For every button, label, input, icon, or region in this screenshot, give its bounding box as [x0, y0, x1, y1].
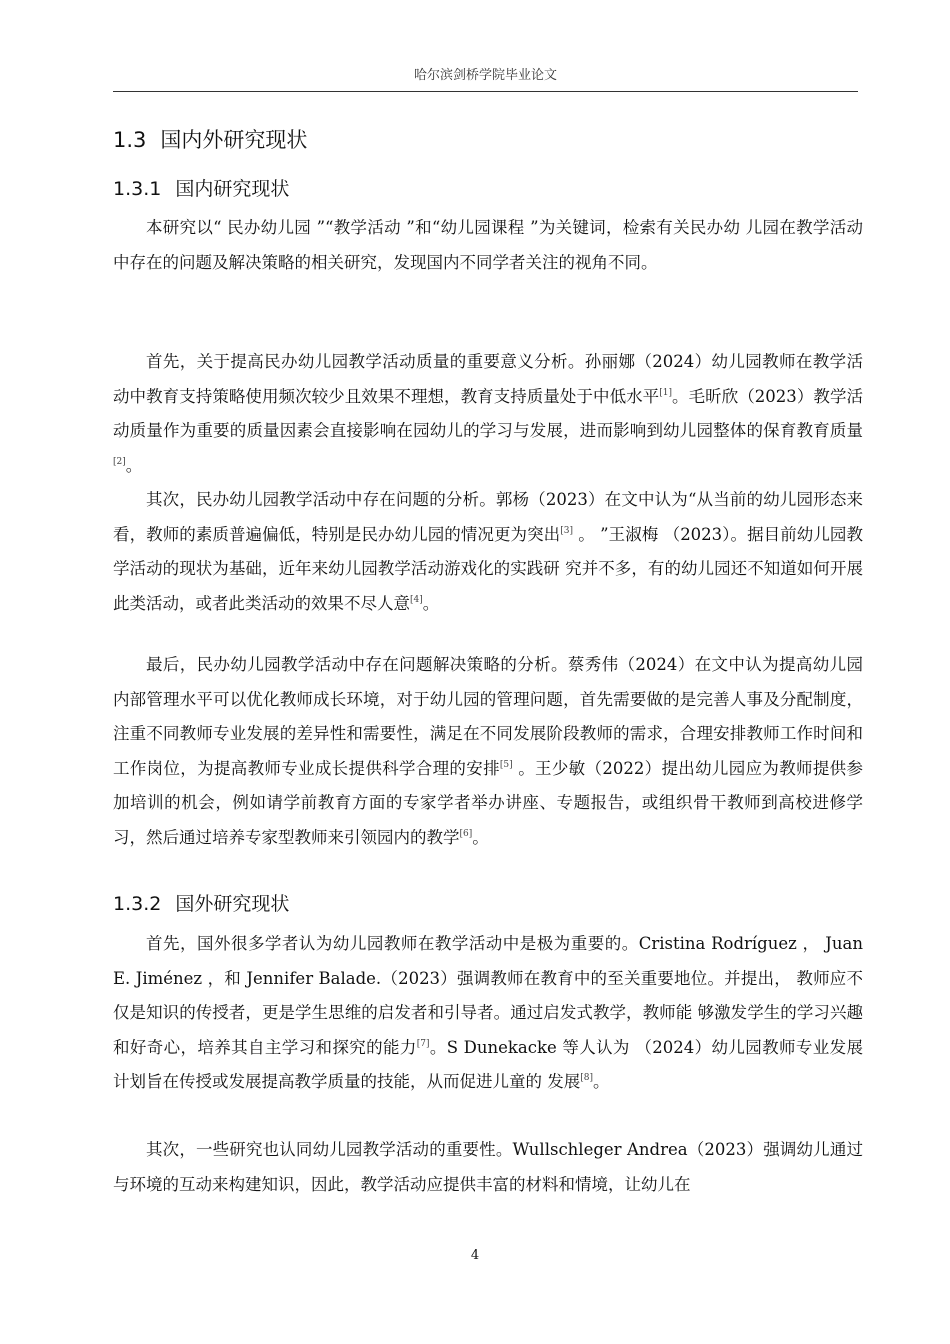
citation-ref: [5] — [499, 759, 513, 770]
subsection-heading-foreign — [113, 889, 289, 916]
paragraph-quality — [113, 345, 863, 483]
paragraph-text: 本研究以“ 民办幼儿园 ”“教学活动 ”和“幼儿园课程 ”为关键词，检索有关民办幼 儿园在教学活动中存在的问题及解决策略的相关研究，发现国内不同学者关注的视角不同。 — [113, 218, 863, 272]
section-heading — [113, 124, 307, 154]
subsection-number: 1.3.1 — [113, 178, 162, 200]
paragraph-text: 。王少敏（2022）提出幼儿园应为教师提供参加培训的机会，例如请学前教育方面的专家学者举办讲座、专题报告，或组织骨干教师到高校进修学习，然后通过培养专家型教师来引领园内的教学 — [113, 758, 863, 847]
section-title: 国内外研究现状 — [160, 128, 308, 152]
paragraph-text: 其次，一些研究也认同幼儿园教学活动的重要性。Wullschleger Andrea（2023）强调幼儿通过与环境的互动来构建知识，因此，教学活动应提供丰富的材料和情境，让幼儿在 — [113, 1140, 863, 1194]
citation-ref: [6] — [459, 828, 473, 839]
paragraph-intro — [113, 211, 863, 280]
citation-ref: [8] — [580, 1073, 593, 1083]
paragraph-text: 首先，关于提高民办幼儿园教学活动质量的重要意义分析。孙丽娜（2024）幼儿园教师在教学活动中教育支持策略使用频次较少且效果不理想，教育支持质量处于中低水平 — [113, 352, 863, 406]
paragraph-text: 。毛昕欣（2023）教学活动质量作为重要的质量因素会直接影响在园幼儿的学习与发展，进而影响到幼儿园整体的保育教育质量 — [113, 386, 863, 440]
header-title: 哈尔滨剑桥学院毕业论文 — [413, 68, 557, 83]
subsection-title: 国外研究现状 — [175, 893, 290, 915]
paragraph-text: 。 — [472, 827, 489, 847]
section-number: 1.3 — [113, 128, 147, 152]
paragraph-text: 。S Dunekacke 等人认为 （2024）幼儿园教师专业发展计划旨在传授或发展提高教学质量的技能，从而促进儿童的 发展 — [113, 1037, 864, 1091]
paragraph-text: 。 — [422, 593, 440, 613]
paragraph-text: 。 — [125, 455, 143, 475]
running-header — [113, 64, 858, 92]
paragraph-text: 其次，民办幼儿园教学活动中存在问题的分析。郭杨（2023）在文中认为“从当前的幼儿园形态来看，教师的素质普遍偏低，特别是民办幼儿园的情况更为突出 — [113, 490, 863, 544]
page-number: 4 — [470, 1248, 480, 1263]
subsection-number: 1.3.2 — [113, 893, 162, 915]
citation-ref: [3] — [560, 525, 573, 536]
paragraph-text: 最后，民办幼儿园教学活动中存在问题解决策略的分析。蔡秀伟（2024）在文中认为提高幼儿园内部管理水平可以优化教师成长环境，对于幼儿园的管理问题，首先需要做的是完善人事及分配制度，注重不同教师专业发展的差异性和需要性，满足在不同发展阶段教师的需求，合理安排教师工作时间和工作岗位，为提高教师专业成长提供科学合理的安排 — [113, 655, 863, 778]
paragraph-problems — [113, 483, 863, 621]
citation-ref: [7] — [416, 1038, 430, 1049]
paragraph-text: 首先，国外很多学者认为幼儿园教师在教学活动中是极为重要的。Cristina Rodríguez ， Juan E. Jiménez ，和 Jennifer Balade.（2023）强调教师在教育中的至关重要地位。并提出， 教师应不仅是知识的传授者，更是学生思维的启发者和引导者。通过启发式教学，教师能 够激发学生的学习兴趣和好奇心，培养其自主学习和探究的能力 — [113, 934, 863, 1057]
citation-ref: [2] — [113, 456, 126, 467]
subsection-title: 国内研究现状 — [175, 178, 290, 200]
subsection-heading-domestic — [113, 174, 289, 201]
citation-ref: [1] — [659, 387, 672, 398]
paragraph-text: 。 — [593, 1072, 610, 1091]
paragraph-strategies — [113, 648, 863, 855]
paragraph-text: 。 ”王淑梅 （2023）。据目前幼儿园教学活动的现状为基础，近年来幼儿园教学活动游戏化的实践研 究并不多，有的幼儿园还不知道如何开展此类活动，或者此类活动的效果不尽人意 — [113, 524, 863, 613]
citation-ref: [4] — [410, 594, 423, 605]
paragraph-foreign-teachers — [113, 927, 863, 1100]
paragraph-foreign-activities — [113, 1133, 863, 1202]
